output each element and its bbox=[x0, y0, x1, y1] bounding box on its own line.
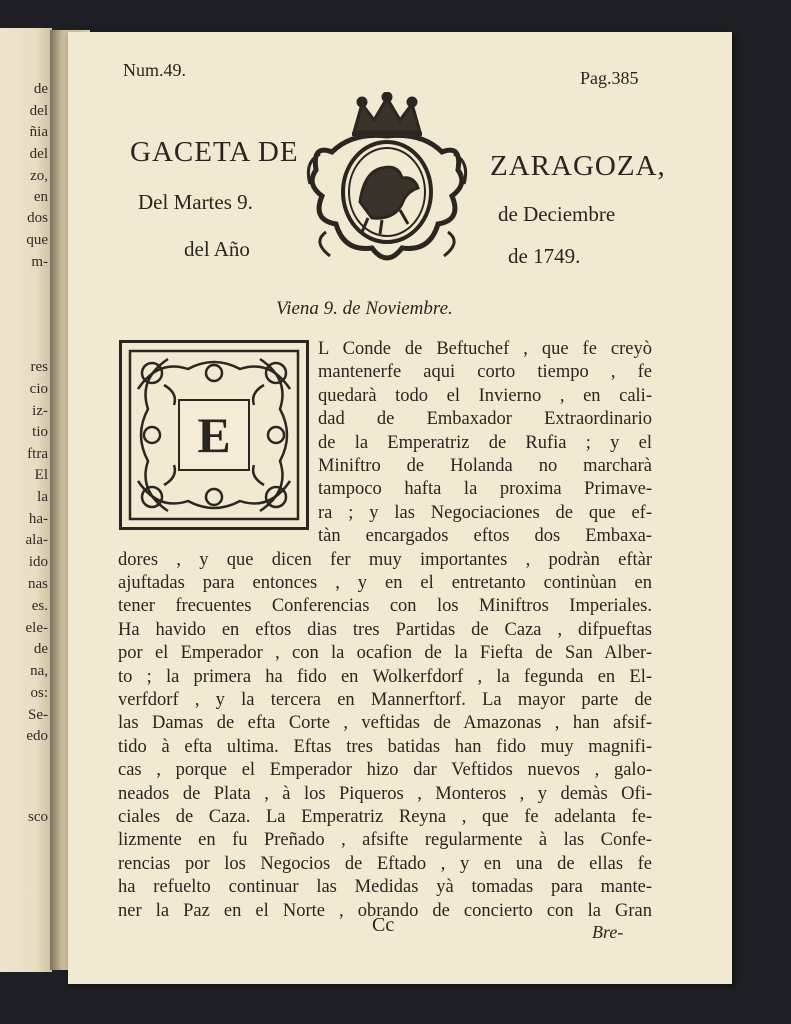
article-line: de la Emperatriz de Rufia ; y el bbox=[318, 432, 652, 453]
left-page-fragment: de bbox=[33, 641, 48, 657]
left-page-fragment: nas bbox=[28, 576, 48, 592]
article-line: neados de Plata , à los Piqueros , Monteros , y demàs Ofi- bbox=[118, 783, 652, 804]
article-line: las Damas de efta Corte , veftidas de Amazonas , han afsif- bbox=[118, 713, 652, 734]
catchword: Bre- bbox=[592, 922, 624, 942]
left-page-edge bbox=[0, 28, 52, 972]
article-line: L Conde de Beftuchef , que fe creyò bbox=[318, 339, 652, 359]
article-line: ciales de Caza. La Emperatriz Reyna , que fe adelanta fe- bbox=[118, 807, 652, 827]
left-page-fragment: El bbox=[34, 467, 48, 483]
left-page-fragment: del bbox=[29, 146, 48, 162]
left-page-fragment: edo bbox=[26, 728, 48, 744]
article-line: to ; la primera ha fido en Wolkerfdorf , la fegunda en El- bbox=[118, 666, 652, 687]
gazette-page bbox=[68, 32, 732, 984]
article-line: tido à efta ultima. Eftas tres batidas han fido muy magnifi- bbox=[118, 736, 652, 757]
left-page-fragment: ftra bbox=[27, 446, 48, 462]
left-page-fragment: de bbox=[33, 81, 48, 97]
signature-mark: Cc bbox=[372, 914, 395, 936]
article-line: Ha havido en eftos dias tres Partidas de Caza , difpueftas bbox=[118, 619, 652, 640]
article-line: rencias por los Negocios de Eftado , y en una de ellas fe bbox=[118, 853, 652, 874]
article-line: dad de Embaxador Extraordinario bbox=[318, 409, 652, 430]
article-line: por el Emperador , con la ocafion de la Fiefta de San Alber- bbox=[118, 643, 652, 664]
article-line: ha refuelto continuar las Medidas yà tomadas para mante- bbox=[118, 877, 652, 898]
left-page-fragment: ido bbox=[28, 554, 48, 570]
article-line: dores , y que dicen fer muy importantes , podràn eftàr bbox=[118, 549, 652, 570]
ornamental-initial bbox=[119, 340, 309, 530]
left-page-fragment: Se- bbox=[28, 707, 48, 723]
page-number: Pag.385 bbox=[580, 68, 639, 88]
left-page-fragment: ñia bbox=[29, 124, 48, 140]
left-page-fragment: zo, bbox=[30, 168, 48, 184]
article-line: Miniftro de Holanda no marcharà bbox=[318, 456, 652, 476]
left-page-fragment: sco bbox=[28, 809, 48, 825]
issue-number: Num.49. bbox=[123, 60, 186, 80]
date-year: de 1749. bbox=[508, 244, 581, 268]
left-page-fragment: ha- bbox=[28, 511, 48, 527]
article-line: ner la Paz en el Norte , obrando de concierto con la Gran bbox=[118, 900, 652, 921]
article-line: lizmente en fu Preñado , afsifte regularmente à las Confe- bbox=[118, 830, 652, 851]
left-page-fragment: del bbox=[29, 103, 48, 119]
initial-letter: E bbox=[178, 399, 250, 471]
article-line: tener frecuentes Conferencias con los Miniftros Imperiales. bbox=[118, 596, 652, 617]
coat-of-arms-icon bbox=[302, 92, 472, 270]
left-page-fragment: os: bbox=[30, 685, 48, 701]
article-line: ra ; y las Negociaciones de que ef- bbox=[318, 502, 652, 523]
left-page-fragment: m- bbox=[31, 254, 48, 270]
left-page-fragment: dos bbox=[27, 210, 48, 226]
date-weekday: Del Martes 9. bbox=[138, 190, 253, 214]
title-right: ZARAGOZA, bbox=[490, 150, 666, 182]
left-page-fragment: ele- bbox=[25, 620, 48, 636]
left-page-fragment: en bbox=[33, 189, 48, 205]
date-month: de Deciembre bbox=[498, 202, 616, 226]
article-line: verfdorf , y la tercera en Mannerftorf. La mayor parte de bbox=[118, 690, 652, 710]
article-line: ajuftadas para entonces , y en el entretanto continùan en bbox=[118, 573, 652, 593]
article-line: tampoco hafta la proxima Primave- bbox=[318, 479, 652, 500]
title-left: GACETA DE bbox=[130, 136, 299, 168]
dateline: Viena 9. de Noviembre. bbox=[276, 298, 453, 319]
left-page-fragment: cio bbox=[29, 381, 48, 397]
article-line: cas , porque el Emperador hizo dar Veftidos nuevos , galo- bbox=[118, 760, 652, 781]
article-line: mantenerfe aqui corto tiempo , fe bbox=[318, 362, 652, 383]
date-year-label: del Año bbox=[184, 237, 250, 261]
left-page-fragment: na, bbox=[30, 663, 48, 679]
article-line: quedarà todo el Invierno , en cali- bbox=[318, 385, 652, 406]
left-page-fragment: tio bbox=[32, 424, 48, 440]
left-page-fragment: que bbox=[26, 232, 48, 248]
left-page-fragment: res bbox=[30, 359, 48, 375]
left-page-fragment: es. bbox=[31, 598, 48, 614]
left-page-fragment: iz- bbox=[32, 403, 48, 419]
left-page-fragment: la bbox=[37, 489, 48, 505]
left-page-fragment: ala- bbox=[25, 532, 48, 548]
article-line: tàn encargados eftos dos Embaxa- bbox=[318, 526, 652, 547]
